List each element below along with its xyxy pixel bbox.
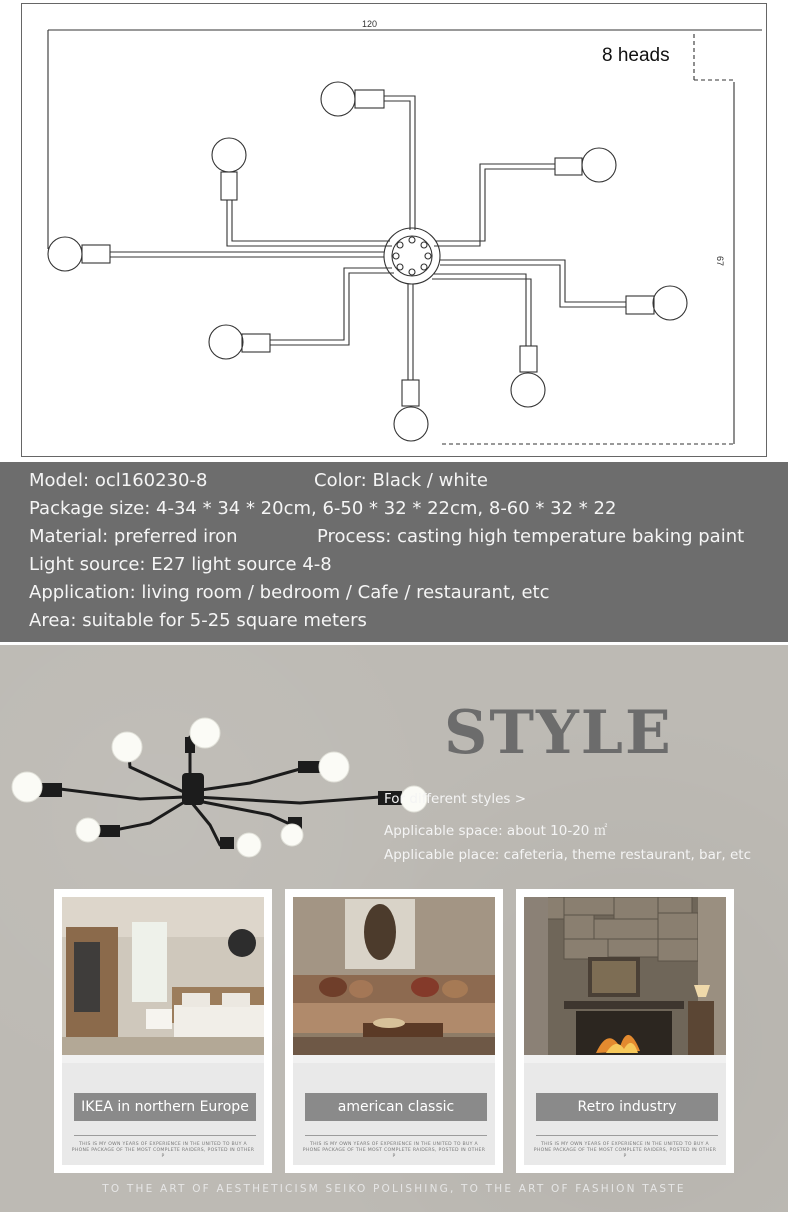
spec-package: Package size: 4-34 * 34 * 20cm, 6-50 * 32 * 22cm, 8-60 * 32 * 22 bbox=[29, 498, 617, 519]
card-label-ikea: IKEA in northern Europe bbox=[74, 1093, 256, 1121]
style-note-1: For different styles > bbox=[384, 791, 527, 807]
card-fine-print: THIS IS MY OWN YEARS OF EXPERIENCE IN THE UNITED TO BUY A PHONE PACKAGE OF THE MOST COMPLETE RAIDERS, POSTED IN OTHER P bbox=[71, 1142, 255, 1159]
spec-panel bbox=[0, 462, 788, 642]
stone-fireplace-photo bbox=[524, 897, 726, 1055]
lamp-line-drawing bbox=[22, 4, 768, 458]
card-label-retro: Retro industry bbox=[536, 1093, 718, 1121]
living-room-photo bbox=[293, 897, 495, 1055]
style-card-american bbox=[285, 889, 503, 1173]
nordic-bedroom-photo bbox=[62, 897, 264, 1055]
heads-label: 8 heads bbox=[602, 45, 670, 66]
spec-model: Model: ocl160230-8 bbox=[29, 470, 208, 491]
hub-holes bbox=[393, 237, 431, 275]
spec-process: Process: casting high temperature baking paint bbox=[317, 526, 745, 547]
dimension-diagram bbox=[21, 3, 767, 457]
spec-light-source: Light source: E27 light source 4-8 bbox=[29, 554, 332, 575]
card-label-american: american classic bbox=[305, 1093, 487, 1121]
lamp-product-image bbox=[0, 675, 440, 865]
spec-area: Area: suitable for 5-25 square meters bbox=[29, 610, 367, 631]
footer-tagline: TO THE ART OF AESTHETICISM SEIKO POLISHING, TO THE ART OF FASHION TASTE bbox=[102, 1183, 686, 1195]
style-section bbox=[0, 645, 788, 1212]
style-heading: STYLE bbox=[444, 698, 673, 768]
spec-color: Color: Black / white bbox=[314, 470, 488, 491]
card-fine-print: THIS IS MY OWN YEARS OF EXPERIENCE IN THE UNITED TO BUY A PHONE PACKAGE OF THE MOST COMPLETE RAIDERS, POSTED IN OTHER P bbox=[302, 1142, 486, 1159]
card-fine-print: THIS IS MY OWN YEARS OF EXPERIENCE IN THE UNITED TO BUY A PHONE PACKAGE OF THE MOST COMPLETE RAIDERS, POSTED IN OTHER P bbox=[533, 1142, 717, 1159]
style-card-ikea bbox=[54, 889, 272, 1173]
spec-material: Material: preferred iron bbox=[29, 526, 238, 547]
height-label: 67 bbox=[715, 256, 725, 267]
spec-application: Application: living room / bedroom / Cafe / restaurant, etc bbox=[29, 582, 550, 603]
width-label: 120 bbox=[362, 19, 378, 29]
style-note-2: Applicable space: about 10-20 ㎡ bbox=[384, 823, 608, 839]
style-card-retro bbox=[516, 889, 734, 1173]
style-note-3: Applicable place: cafeteria, theme restaurant, bar, etc bbox=[384, 847, 752, 863]
